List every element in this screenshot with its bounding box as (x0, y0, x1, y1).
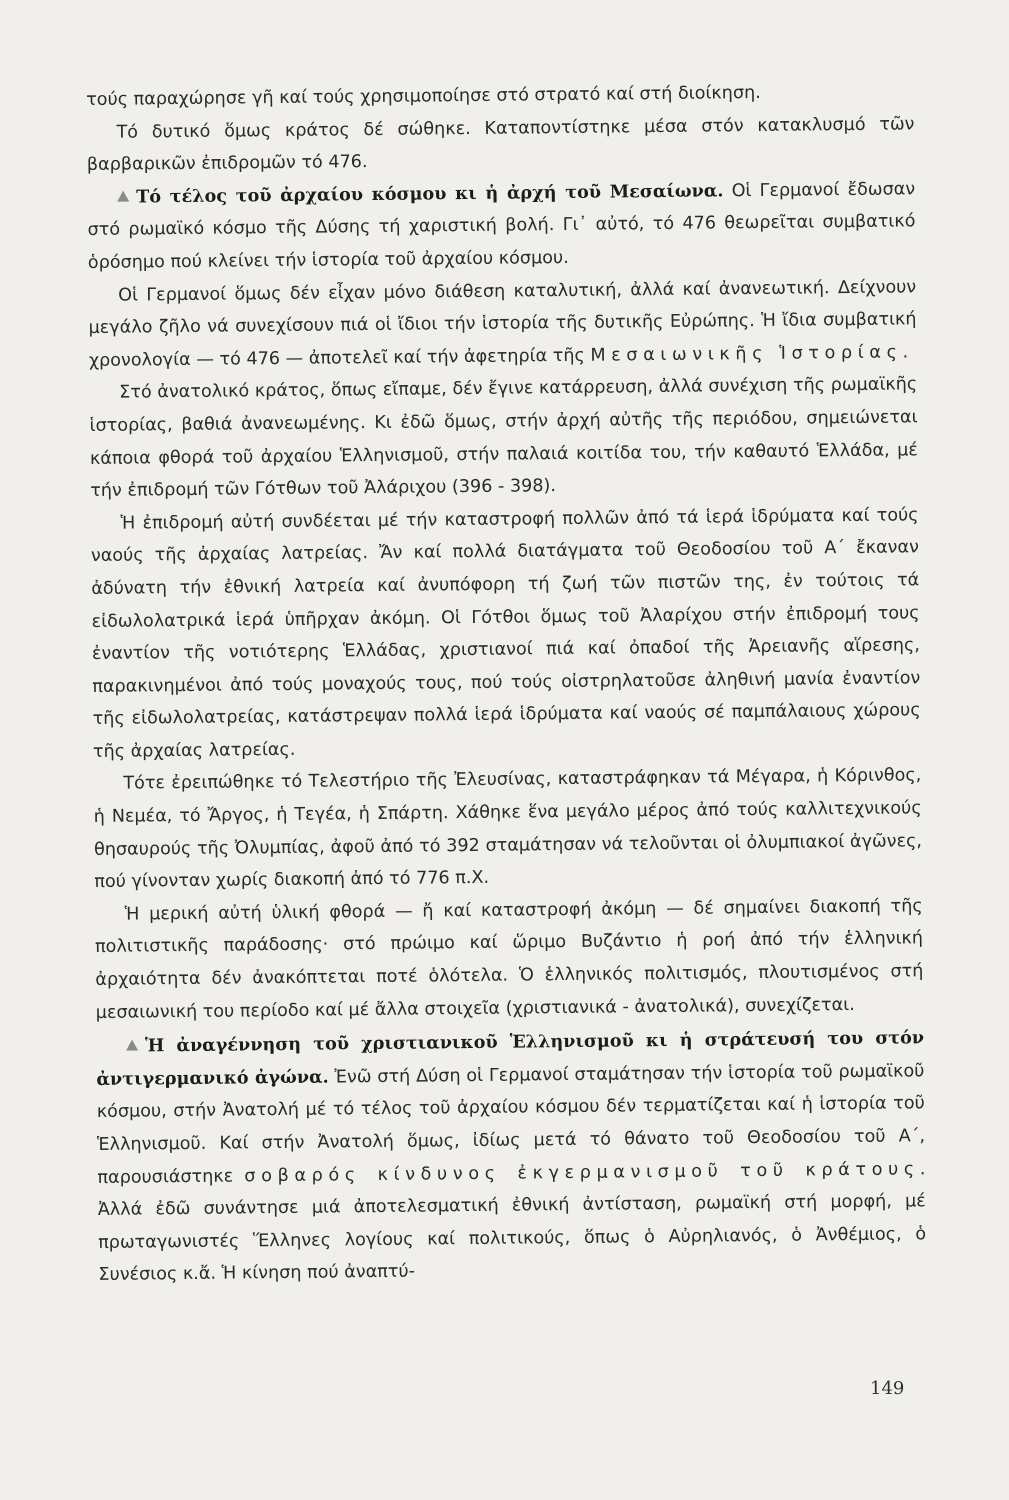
paragraph-5 (89, 369, 918, 508)
paragraph-8-text: Ἡ μερική αὐτή ὑλική φθορά — ἤ καί καταστροφή ἀκόμη — δέ σημαίνει διακοπή τῆς πολιτιστικῆς παράδοσης· στό πρώιμο καί ὥριμο Βυζάντιο ἡ ροή ἀπό τήν ἑλληνική ἀρχαιότητα δέν ἀνακόπτεται ποτέ ὁλότελα. Ὁ ἑλληνικός πολιτισμός, πλουτισμένος στή μεσαιωνική του περίοδο καί μέ ἄλλα στοιχεῖα (χριστιανικά - ἀνατολικά), συνεχίζεται. (94, 896, 924, 1023)
page-number: 149 (870, 1378, 905, 1399)
paragraph-8 (95, 890, 924, 1029)
triangle-marker-icon (117, 190, 129, 201)
section-heading-end-of-antiquity: Τό τέλος τοῦ ἀρχαίου κόσμου κι ἡ ἀρχή τοῦ Μεσαίωνα. (136, 180, 724, 208)
section-heading-rebirth-of-hellenism: Ἡ ἀναγέννηση τοῦ χριστιανικοῦ Ἑλληνισμοῦ κι ἡ στράτευσή του στόν ἀντιγερμανικό ἀγώνα. (96, 1027, 925, 1090)
triangle-marker-icon (126, 1040, 138, 1051)
paragraph-9-emphasis: σοβαρός κίνδυνος ἐκγερμανισμοῦ τοῦ κράτους (244, 1158, 920, 1186)
paragraph-7 (93, 760, 922, 899)
paragraph-3 (87, 173, 916, 279)
paragraph-1-text: τούς παραχώρησε γῆ καί τούς χρησιμοποίησε στό στρατό καί στή διοίκηση. (86, 82, 761, 110)
paragraph-5-text: Στό ἀνατολικό κράτος, ὅπως εἴπαμε, δέν ἔγινε κατάρρευση, ἀλλά συνέχιση τῆς ρωμαϊκῆς ἱστορίας, βαθιά ἀνανεωμένης. Κι ἐδῶ ὅμως, στήν ἀρχή αὐτῆς τῆς περιόδου, σημειώνεται κάποια φθορά τοῦ ἀρχαίου Ἑλληνισμοῦ, στήν παλαιά κοιτίδα του, τήν καθαυτό Ἑλλάδα, μέ τήν ἐπιδρομή τῶν Γότθων τοῦ Ἀλάριχου (396 - 398). (89, 374, 918, 502)
paragraph-4-text: Οἱ Γερμανοί ὅμως δέν εἶχαν μόνο διάθεση καταλυτική, ἀλλά καί ἀνανεωτική. Δείχνουν μεγάλο ζῆλο νά συνεχίσουν πιά οἱ ἴδιοι τήν ἱστορία τῆς δυτικῆς Εὐρώπης. Ἡ ἴδια συμβατική χρονολογία — τό 476 — ἀποτελεῖ καί τήν ἀφετηρία τῆς (88, 276, 917, 371)
paragraph-7-text: Τότε ἐρειπώθηκε τό Τελεστήριο τῆς Ἐλευσίνας, καταστράφηκαν τά Μέγαρα, ἡ Κόρινθος, ἡ Νεμέα, τό Ἄργος, ἡ Τεγέα, ἡ Σπάρτη. Χάθηκε ἕνα μεγάλο μέρος ἀπό τούς καλλιτεχνικούς θησαυρούς τῆς Ὀλυμπίας, ἀφοῦ ἀπό τό 392 σταμάτησαν νά τελοῦνται οἱ ὀλυμπιακοί ἀγῶνες, πού γίνονταν χωρίς διακοπή ἀπό τό 776 π.Χ. (93, 765, 923, 893)
paragraph-9-text-b: . Ἀλλά ἐδῶ συνάντησε μιά ἀποτελεσματική ἐθνική ἀντίσταση, ρωμαϊκή στή μορφή, μέ πρωταγωνιστές Ἕλληνες λογίους καί πολιτικούς, ὅπως ὁ Αὐρηλιανός, ὁ Ἀνθέμιος, ὁ Συνέσιος κ.ἄ. Ἡ κίνηση πού ἀναπτύ- (97, 1158, 927, 1286)
paragraph-9-text-a: Ἐνῶ στή Δύση οἱ Γερμανοί σταμάτησαν τήν ἱστορία τοῦ ρωμαϊκοῦ κόσμου, στήν Ἀνατολή μέ τό τέλος τοῦ ἀρχαίου κόσμου δέν τερματίζεται καί ἡ ἱστορία τοῦ Ἑλληνισμοῦ. Καί στήν Ἀνατολή ὅμως, ἰδίως μετά τό θάνατο τοῦ Θεοδοσίου τοῦ Α΄, παρουσιάστηκε (96, 1061, 926, 1188)
paragraph-6-text: Ἡ ἐπιδρομή αὐτή συνδέεται μέ τήν καταστροφή πολλῶν ἀπό τά ἱερά ἱδρύματα καί τούς ναούς τῆς ἀρχαίας λατρείας. Ἄν καί πολλά διατάγματα τοῦ Θεοδοσίου τοῦ Α΄ ἔκαναν ἀδύνατη τήν ἐθνική λατρεία καί ἀνυπόφορη τή ζωή τῶν πιστῶν της, ἐν τούτοις τά εἰδωλολατρικά ἱερά ὑπῆρχαν ἀκόμη. Οἱ Γότθοι ὅμως τοῦ Ἀλαρίχου στήν ἐπιδρομή τους ἐναντίον τῆς νοτιότερης Ἑλλάδας, χριστιανοί πιά καί ὀπαδοί τῆς Ἀρειανῆς αἵρεσης, παρακινημένοι ἀπό τούς μοναχούς τους, πού τούς οἰστρηλατοῦσε ἀληθινή μανία ἐναντίον τῆς εἰδωλολατρείας, κατάστρεψαν πολλά ἱερά ἱδρύματα καί ναούς σέ παμπάλαιους χώρους τῆς ἀρχαίας λατρείας. (90, 505, 921, 762)
paragraph-2-text: Τό δυτικό ὅμως κράτος δέ σώθηκε. Καταποντίστηκε μέσα στόν κατακλυσμό τῶν βαρβαρικῶν ἐπιδρομῶν τό 476. (86, 113, 915, 176)
paragraph-4 (88, 271, 917, 377)
paragraph-3-text: Οἱ Γερμανοί ἔδωσαν στό ρωμαϊκό κόσμο τῆς Δύσης τή χαριστική βολή. Γι᾽ αὐτό, τό 476 θεωρεῖται συμβατικό ὁρόσημο πού κλείνει τήν ἱστορία τοῦ ἀρχαίου κόσμου. (87, 179, 916, 273)
paragraph-9 (96, 1022, 927, 1291)
body-text (86, 75, 927, 1292)
paragraph-6 (90, 499, 921, 768)
paragraph-4-emphasis: Μεσαιωνικῆς Ἱστορίας (590, 342, 903, 366)
paragraph-2 (86, 108, 915, 182)
paragraph-4-end: . (902, 342, 909, 363)
